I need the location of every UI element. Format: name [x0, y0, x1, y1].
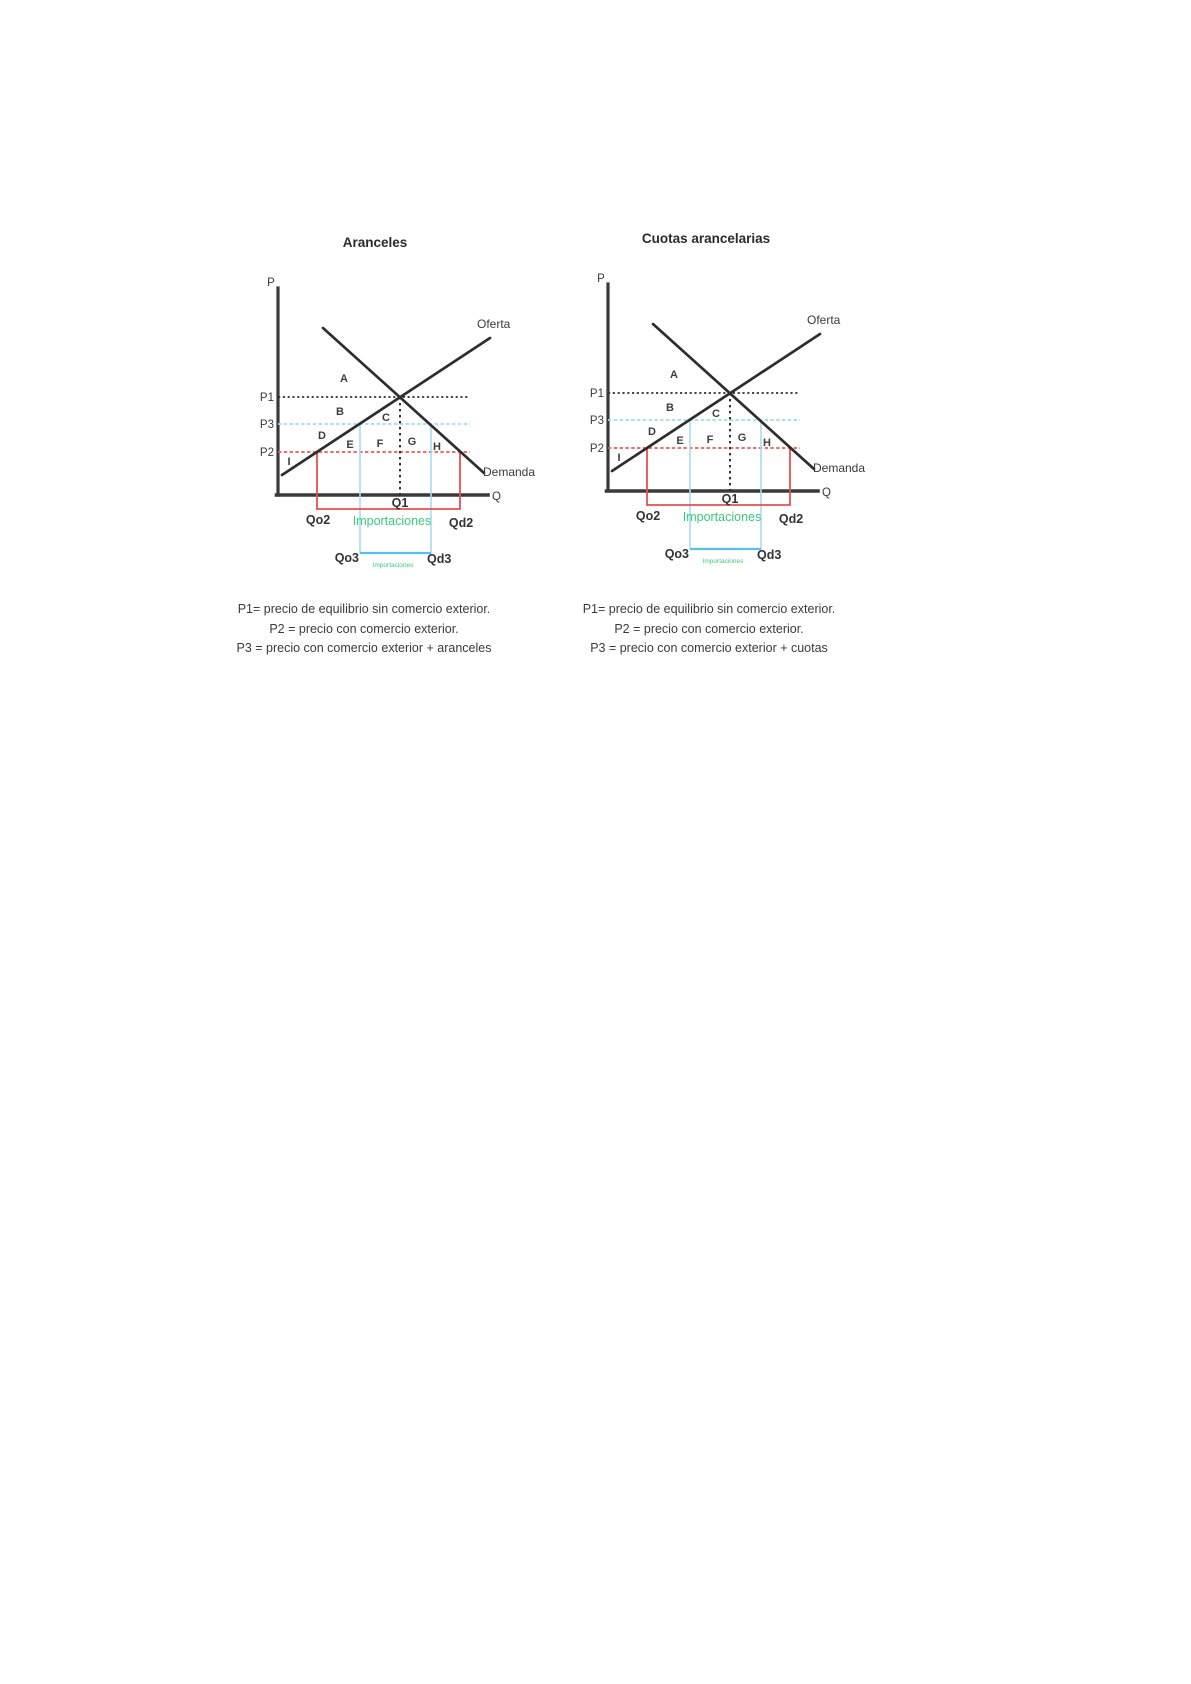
region-i-label: I	[287, 456, 291, 468]
demand-label: Demanda	[483, 465, 536, 479]
qd2-label: Qd2	[778, 512, 804, 526]
qd2-label: Qd2	[448, 516, 474, 530]
p1-label: P1	[589, 388, 604, 400]
region-d-label: D	[648, 426, 656, 438]
region-a-label: A	[340, 373, 348, 385]
region-g-label: G	[737, 432, 747, 444]
region-h-label: H	[433, 441, 441, 453]
cuotas-caption	[559, 600, 859, 659]
cuotas-arancelarias-diagram	[560, 211, 870, 581]
supply-curve	[282, 338, 490, 475]
supply-label: Oferta	[477, 317, 511, 331]
p1-label: P1	[259, 392, 274, 404]
imports-small-label: Importaciones	[372, 562, 414, 569]
p3-label: P3	[589, 415, 604, 427]
demand-label: Demanda	[813, 461, 866, 475]
qo2-label: Qo2	[305, 513, 331, 527]
caption-line-3: P3 = precio con comercio exterior + cuotas	[590, 641, 828, 655]
region-c-label: C	[382, 412, 390, 424]
qd3-label: Qd3	[427, 552, 452, 566]
chart-title: Aranceles	[342, 235, 408, 250]
region-i-label: I	[617, 452, 621, 464]
imports-p2-bracket	[647, 448, 790, 505]
imports-label: Importaciones	[682, 510, 762, 524]
supply-label: Oferta	[807, 313, 841, 327]
imports-p2-bracket	[317, 452, 460, 509]
imports-label: Importaciones	[352, 514, 432, 528]
caption-line-2: P2 = precio con comercio exterior.	[614, 621, 804, 636]
x-axis-label: Q	[822, 487, 831, 499]
qo3-label: Qo3	[334, 551, 359, 565]
caption-line-3: P3 = precio con comercio exterior + aranceles	[236, 641, 492, 655]
p2-label: P2	[589, 443, 604, 455]
region-b-label: B	[666, 402, 674, 414]
demand-curve	[653, 324, 814, 469]
region-c-label: C	[712, 408, 720, 420]
aranceles-diagram	[230, 215, 540, 585]
region-f-label: F	[706, 434, 714, 446]
y-axis-label: P	[267, 277, 275, 289]
region-e-label: E	[346, 439, 354, 451]
x-axis-label: Q	[492, 491, 501, 503]
qd3-label: Qd3	[757, 548, 782, 562]
q1-label: Q1	[721, 492, 739, 506]
y-axis-label: P	[597, 273, 605, 285]
region-d-label: D	[318, 430, 326, 442]
region-h-label: H	[763, 437, 771, 449]
chart-title: Cuotas arancelarias	[641, 231, 771, 246]
region-g-label: G	[407, 436, 417, 448]
aranceles-caption	[214, 600, 514, 659]
caption-line-1: P1= precio de equilibrio sin comercio exterior.	[582, 602, 836, 616]
caption-line-2: P2 = precio con comercio exterior.	[269, 621, 459, 636]
caption-line-1: P1= precio de equilibrio sin comercio exterior.	[237, 602, 491, 616]
p3-label: P3	[259, 419, 274, 431]
region-f-label: F	[376, 438, 384, 450]
demand-curve	[323, 328, 484, 473]
region-b-label: B	[336, 406, 344, 418]
p2-label: P2	[259, 447, 274, 459]
supply-curve	[612, 334, 820, 471]
qo2-label: Qo2	[635, 509, 661, 523]
q1-label: Q1	[391, 496, 409, 510]
region-e-label: E	[676, 435, 684, 447]
qo3-label: Qo3	[664, 547, 689, 561]
region-a-label: A	[670, 369, 678, 381]
imports-small-label: Importaciones	[702, 558, 744, 565]
